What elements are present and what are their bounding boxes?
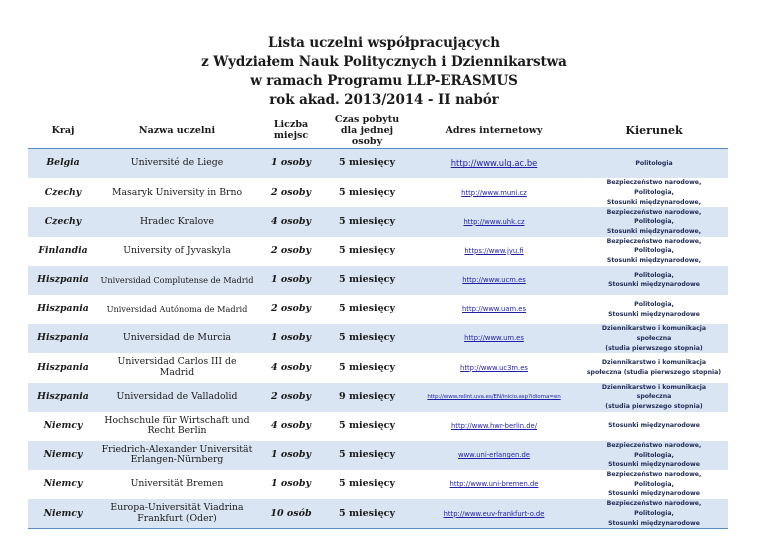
website-link[interactable]: http://www.ulg.ac.be: [450, 158, 538, 169]
kierunek-line-2: Politologia,: [634, 510, 674, 518]
kierunek-line-3: Stosunki międzynarodowe: [608, 461, 700, 469]
cell-uczelnia: [98, 324, 256, 353]
cell-kierunek: [580, 441, 728, 470]
cell-kraj: Niemcy: [43, 420, 83, 432]
cell-adres: [408, 353, 580, 382]
uczelnia-line-1: Universität Bremen: [130, 478, 224, 490]
website-link[interactable]: http://www.uc3m.es: [460, 363, 528, 372]
cell-czas: 5 miesięcy: [326, 441, 408, 470]
kierunek-line-1: Stosunki międzynarodowe: [608, 422, 700, 430]
cell-kraj: Czechy: [28, 207, 98, 236]
uczelnia-line-1: Universidad de Murcia: [122, 332, 232, 344]
cell-liczba: 2 osoby: [270, 303, 312, 315]
website-link[interactable]: https://www.jyu.fi: [464, 246, 524, 255]
title-line-3: w ramach Programu LLP-ERASMUS: [250, 73, 518, 89]
kierunek-line-2: Politologia,: [634, 247, 674, 255]
title-line-2: z Wydziałem Nauk Politycznych i Dziennikarstwa: [201, 54, 567, 70]
cell-czas: 5 miesięcy: [339, 420, 395, 432]
uczelnia-line-2: Erlangen-Nürnberg: [130, 454, 224, 466]
uczelnia-line-1: Friedrich-Alexander Universität: [101, 443, 253, 455]
cell-kraj: Hiszpania: [28, 266, 98, 295]
cell-adres: [408, 441, 580, 470]
cell-uczelnia: [98, 178, 256, 207]
kierunek-line-2: Politologia,: [634, 188, 674, 196]
cell-kierunek: [580, 324, 728, 353]
website-link[interactable]: http://www.muni.cz: [461, 188, 527, 197]
cell-liczba: 2 osoby: [256, 383, 326, 412]
cell-kierunek: [580, 499, 728, 529]
kierunek-line-1: Bezpieczeństwo narodowe,: [606, 208, 702, 216]
cell-liczba: 2 osoby: [270, 186, 312, 198]
table-row: [28, 441, 728, 470]
kierunek-line-1: Bezpieczeństwo narodowe,: [606, 442, 702, 450]
cell-adres: [408, 383, 580, 412]
cell-liczba: 4 osoby: [256, 207, 326, 236]
cell-kraj: Hiszpania: [37, 361, 89, 373]
title-line-1: Lista uczelni współpracujących: [268, 35, 500, 51]
website-link[interactable]: http://www.relint.uva.es/EN/inicio.asp?idioma=en: [427, 393, 561, 400]
cell-liczba: 1 osoby: [256, 441, 326, 470]
cell-kierunek: [580, 149, 728, 179]
universities-table-wrapper: [28, 112, 728, 529]
website-link[interactable]: http://www.um.es: [464, 334, 524, 343]
kierunek-line-2: społeczna: [636, 393, 672, 401]
kierunek-line-1: Bezpieczeństwo narodowe,: [606, 471, 702, 479]
header-liczba-line-2: miejsc: [273, 130, 309, 141]
cell-kraj: Hiszpania: [28, 324, 98, 353]
table-row: [28, 470, 728, 499]
cell-kraj: Hiszpania: [37, 303, 89, 315]
table-row: [28, 207, 728, 236]
cell-adres: [408, 237, 580, 266]
cell-czas: 5 miesięcy: [326, 324, 408, 353]
header-kraj: Kraj: [28, 112, 98, 149]
cell-kierunek: [580, 237, 728, 266]
kierunek-line-3: (studia pierwszego stopnia): [605, 344, 703, 352]
kierunek-line-2: Stosunki międzynarodowe: [608, 281, 700, 289]
uczelnia-line-1: Universidad de Valladolid: [116, 390, 238, 402]
kierunek-line-3: Stosunki międzynarodowe: [608, 490, 700, 498]
document-title: [0, 34, 768, 110]
uczelnia-line-1: Hochschule für Wirtschaft und: [104, 414, 250, 426]
cell-adres: [408, 470, 580, 499]
cell-czas: 5 miesięcy: [326, 499, 408, 529]
uczelnia-line-1: Universidad Complutense de Madrid: [100, 275, 254, 286]
table-row: [28, 237, 728, 266]
header-czas: [326, 112, 408, 149]
website-link[interactable]: http://www.uhk.cz: [463, 217, 525, 226]
cell-czas: 5 miesięcy: [339, 244, 395, 256]
cell-uczelnia: [98, 266, 256, 295]
table-row: [28, 383, 728, 412]
cell-adres: [408, 324, 580, 353]
website-link[interactable]: http://www.uam.es: [461, 305, 526, 314]
table-row: [28, 266, 728, 295]
cell-liczba: 1 osoby: [270, 478, 312, 490]
kierunek-line-1: Bezpieczeństwo narodowe,: [606, 500, 702, 508]
cell-czas: 5 miesięcy: [339, 186, 395, 198]
cell-liczba: 1 osoby: [256, 149, 326, 179]
cell-kierunek: [580, 412, 728, 441]
kierunek-line-2: Politologia,: [634, 480, 674, 488]
cell-liczba: 1 osoby: [256, 266, 326, 295]
website-link[interactable]: http://www.hwr-berlin.de/: [450, 422, 538, 431]
website-link[interactable]: http://www.ucm.es: [462, 276, 526, 285]
table-header-row: [28, 112, 728, 149]
table-row: [28, 149, 728, 179]
cell-uczelnia: [98, 295, 256, 324]
website-link[interactable]: http://www.euv-frankfurt-o.de: [443, 509, 545, 518]
kierunek-line-2: Politologia,: [634, 218, 674, 226]
kierunek-line-3: Stosunki międzynarodowe,: [606, 198, 702, 206]
universities-table: [28, 112, 728, 529]
kierunek-line-3: Stosunki międzynarodowe,: [606, 256, 702, 264]
cell-liczba: 10 osób: [256, 499, 326, 529]
kierunek-line-1: Bezpieczeństwo narodowe,: [606, 179, 702, 187]
website-link[interactable]: http://www.uni-bremen.de: [449, 480, 539, 489]
header-kierunek: Kierunek: [580, 112, 728, 149]
uczelnia-line-1: University of Jyvaskyla: [123, 244, 231, 256]
uczelnia-line-1: Universidad Autónoma de Madrid: [106, 304, 248, 315]
kierunek-line-1: Politologia: [635, 159, 673, 167]
cell-uczelnia: [98, 441, 256, 470]
header-liczba-line-1: Liczba: [273, 119, 309, 130]
header-adres: Adres internetowy: [408, 112, 580, 149]
cell-kraj: Czechy: [44, 186, 82, 198]
cell-czas: 5 miesięcy: [326, 149, 408, 179]
cell-czas: 5 miesięcy: [326, 207, 408, 236]
uczelnia-line-1: Université de Liege: [130, 157, 224, 169]
cell-kraj: Niemcy: [28, 441, 98, 470]
cell-czas: 9 miesięcy: [326, 383, 408, 412]
kierunek-line-3: Stosunki międzynarodowe: [608, 519, 700, 527]
header-liczba: [256, 112, 326, 149]
uczelnia-line-2: Frankfurt (Oder): [137, 512, 217, 524]
cell-uczelnia: [98, 149, 256, 179]
kierunek-line-1: Dziennikarstwo i komunikacja: [601, 383, 707, 391]
cell-uczelnia: [98, 383, 256, 412]
website-link[interactable]: www.uni-erlangen.de: [458, 451, 530, 460]
cell-kierunek: [580, 295, 728, 324]
cell-kierunek: [580, 383, 728, 412]
kierunek-line-3: (studia pierwszego stopnia): [605, 402, 703, 410]
kierunek-line-2: Politologia,: [634, 451, 674, 459]
uczelnia-line-1: Universidad Carlos III de Madrid: [117, 356, 237, 378]
uczelnia-line-1: Masaryk University in Brno: [111, 186, 243, 198]
uczelnia-line-2: Recht Berlin: [147, 425, 207, 437]
kierunek-line-3: Stosunki międzynarodowe,: [606, 227, 702, 235]
kierunek-line-1: Dziennikarstwo i komunikacja: [601, 325, 707, 333]
header-czas-line-3: osoby: [351, 135, 383, 147]
table-row: [28, 412, 728, 441]
cell-liczba: 2 osoby: [270, 244, 312, 256]
kierunek-line-1: Politologia,: [634, 271, 674, 279]
cell-adres: [408, 412, 580, 441]
kierunek-line-1: Politologia,: [634, 300, 674, 308]
cell-uczelnia: [98, 353, 256, 382]
header-czas-line-2: dla jednej: [340, 124, 394, 136]
cell-uczelnia: [98, 470, 256, 499]
uczelnia-line-1: Europa-Universität Viadrina: [110, 502, 244, 514]
cell-adres: [408, 499, 580, 529]
cell-liczba: 1 osoby: [256, 324, 326, 353]
table-row: [28, 353, 728, 382]
cell-kierunek: [580, 470, 728, 499]
title-line-4: rok akad. 2013/2014 - II nabór: [269, 92, 499, 108]
cell-adres: [408, 266, 580, 295]
cell-czas: 5 miesięcy: [339, 478, 395, 490]
kierunek-line-1: Bezpieczeństwo narodowe,: [606, 237, 702, 245]
cell-kraj: Belgia: [28, 149, 98, 179]
cell-adres: [408, 178, 580, 207]
uczelnia-line-1: Hradec Kralove: [140, 215, 214, 227]
cell-liczba: 4 osoby: [270, 361, 312, 373]
cell-liczba: 4 osoby: [270, 420, 312, 432]
cell-czas: 5 miesięcy: [339, 361, 395, 373]
cell-kierunek: [580, 178, 728, 207]
cell-kraj: Niemcy: [28, 499, 98, 529]
cell-kierunek: [580, 266, 728, 295]
table-row: [28, 499, 728, 529]
cell-czas: 5 miesięcy: [339, 303, 395, 315]
cell-uczelnia: [98, 237, 256, 266]
cell-kierunek: [580, 207, 728, 236]
cell-uczelnia: [98, 412, 256, 441]
kierunek-line-2: społeczna (studia pierwszego stopnia): [586, 368, 722, 376]
cell-uczelnia: [98, 499, 256, 529]
cell-kraj: Finlandia: [38, 244, 88, 256]
cell-kierunek: [580, 353, 728, 382]
cell-kraj: Hiszpania: [28, 383, 98, 412]
cell-kraj: Niemcy: [43, 478, 83, 490]
table-row: [28, 295, 728, 324]
kierunek-line-2: społeczna: [636, 334, 672, 342]
header-uczelnia: Nazwa uczelni: [98, 112, 256, 149]
kierunek-line-1: Dziennikarstwo i komunikacja: [601, 359, 707, 367]
table-row: [28, 178, 728, 207]
table-row: [28, 324, 728, 353]
cell-adres: [408, 149, 580, 179]
cell-czas: 5 miesięcy: [326, 266, 408, 295]
cell-adres: [408, 295, 580, 324]
kierunek-line-2: Stosunki międzynarodowe: [608, 310, 700, 318]
header-czas-line-1: Czas pobytu: [334, 113, 400, 125]
cell-adres: [408, 207, 580, 236]
cell-uczelnia: [98, 207, 256, 236]
